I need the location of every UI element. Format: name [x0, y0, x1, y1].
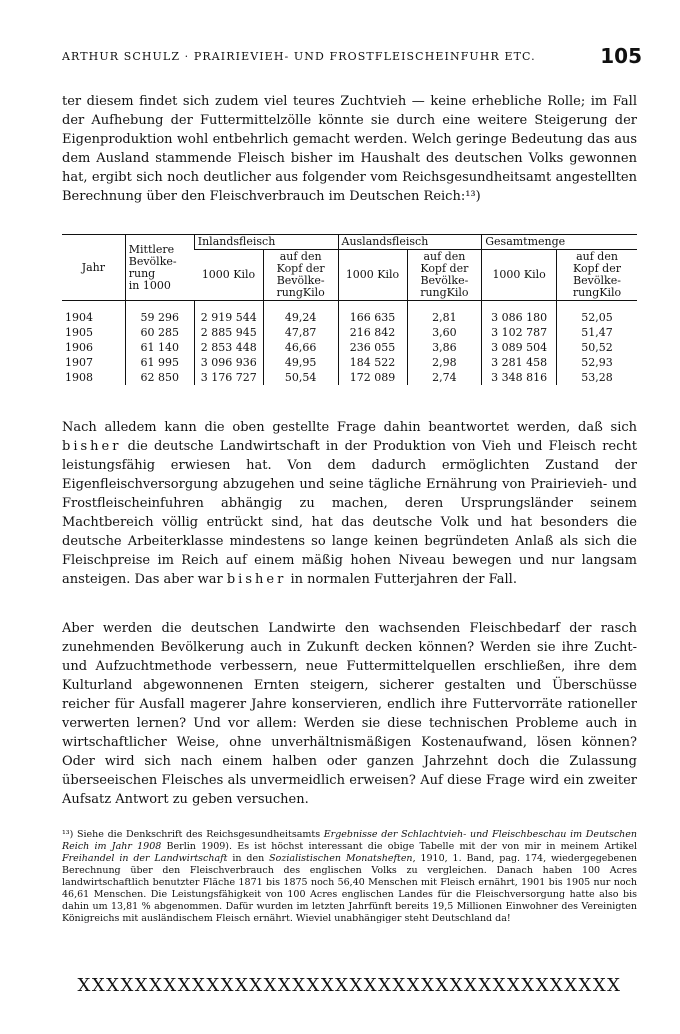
header-inland-kopf: auf den Kopf der Bevölke- rungKilo: [263, 250, 338, 301]
cell-ausland-kilo: 184 522: [338, 355, 407, 370]
cell-inland-kilo: 2 853 448: [194, 340, 263, 355]
header-population: Mittlere Bevölke- rung in 1000: [125, 235, 194, 301]
cell-gesamt-kopf: 53,28: [557, 370, 638, 385]
meat-consumption-table: [62, 234, 637, 385]
header-group-gesamt: Gesamtmenge: [482, 235, 637, 250]
cell-gesamt-kilo: 3 089 504: [482, 340, 557, 355]
header-ausland-kilo: 1000 Kilo: [338, 250, 407, 301]
cell-inland-kilo: 3 096 936: [194, 355, 263, 370]
table-row: [62, 301, 637, 326]
cell-inland-kopf: 46,66: [263, 340, 338, 355]
paragraph-questions: Aber werden die deutschen Landwirte den wachsenden Fleischbedarf der rasch zunehmenden Bevölkerung auch in Zukunft decken können? Werden sie ihre Zucht- und Aufzuchtmethode verbessern, neue Futtermittelquellen erschließen, ihre dem Kulturland abgewonnenen Ernten steigern, sicherer gestalten und Überschüsse reicher für Ausfall magerer Jahre konservieren, endlich ihre Futtervorräte rationeller verwerten lernen? Und vor allem: Werden sie diese technischen Probleme auch in wirtschaftlicher Weise, ohne unverhältnismäßigen Kostenaufwand, lösen können? Oder wird sich nach einem halben oder ganzen Jahrzehnt doch die Zulassung überseeischen Fleisches als unvermeidlich erweisen? Auf diese Frage wird ein zweiter Aufsatz Antwort zu geben versuchen.: [62, 621, 637, 807]
table-row: [62, 355, 637, 370]
cell-year: 1907: [65, 356, 93, 369]
running-title: ARTHUR SCHULZ · PRAIRIEVIEH- UND FROSTFLEISCHEINFUHR ETC.: [62, 50, 536, 63]
cell-inland-kopf: 47,87: [263, 325, 338, 340]
cell-gesamt-kopf: 52,93: [557, 355, 638, 370]
table-row: [62, 325, 637, 340]
header-group-inland: Inlandsfleisch: [194, 235, 338, 250]
paragraph-intro: ter diesem findet sich zudem viel teures Zuchtvieh — keine erhebliche Rolle; im Fall der Aufhebung der Futtermittelzölle könnte sie durch eine weitere Steigerung der Eigenproduktion wohl entbehrlich gemacht werden. Welch geringe Bedeutung das aus dem Ausland stammende Fleisch bisher im Haushalt des deutschen Volks gewonnen hat, ergibt sich noch deutlicher aus folgender vom Reichsgesundheitsamt angestellten Berechnung über den Fleischverbrauch im Deutschen Reich:¹³): [62, 94, 637, 204]
cell-inland-kopf: 49,95: [263, 355, 338, 370]
header-gesamt-kopf: auf den Kopf der Bevölke- rungKilo: [557, 250, 638, 301]
footnote-marker: ¹³): [62, 829, 74, 840]
header-ausland-kopf: auf den Kopf der Bevölke- rungKilo: [407, 250, 482, 301]
cell-ausland-kilo: 172 089: [338, 370, 407, 385]
header-group-ausland: Auslandsfleisch: [338, 235, 482, 250]
footnote-13: ¹³) Siehe die Denkschrift des Reichsgesundheitsamts Ergebnisse der Schlachtvieh- und Fleischbeschau im Deutschen Reich im Jahr 1908 Berlin 1909). Es ist höchst interessant die obige Tabelle mit der von mir in meinem Artikel Freihandel in der Landwirtschaft in den Sozialistischen Monatsheften, 1910, 1. Band, pag. 174, wiedergegebenen Berechnung über den Fleischverbrauch des englischen Volks zu vergleichen. Danach haben 100 Acres landwirtschaftlich benutzter Fläche 1871 bis 1875 noch 56,40 Menschen mit Fleisch ernährt, 1901 bis 1905 nur noch 46,61 Menschen. Die Leistungsfähigkeit von 100 Acres englischen Landes für die Fleischversorgung hatte also bis dahin um 13,81 % abgenommen. Dafür wurden im letzten Jahrfünft bereits 19,5 Millionen Einwohner des Vereinigten Königreichs mit ausländischem Fleisch ernährt. Wieviel unabhängiger steht Deutschland da!: [62, 829, 637, 924]
header-gesamt-kilo: 1000 Kilo: [482, 250, 557, 301]
cell-population: 62 850: [125, 370, 194, 385]
emphasis-bisher: bisher: [226, 572, 287, 587]
cell-population: 61 140: [125, 340, 194, 355]
cell-year: 1904: [65, 311, 93, 324]
cell-inland-kilo: 2 919 544: [194, 301, 263, 326]
cell-population: 60 285: [125, 325, 194, 340]
cell-population: 61 995: [125, 355, 194, 370]
cell-ausland-kilo: 216 842: [338, 325, 407, 340]
cell-ausland-kilo: 236 055: [338, 340, 407, 355]
running-header: [62, 44, 642, 70]
table-row: [62, 340, 637, 355]
cell-year: 1905: [65, 326, 93, 339]
cell-ausland-kopf: 2,98: [407, 355, 482, 370]
cell-ausland-kopf: 3,60: [407, 325, 482, 340]
cell-ausland-kopf: 2,81: [407, 301, 482, 326]
decorative-rule: XXXXXXXXXXXXXXXXXXXXXXXXXXXXXXXXXXXXXX: [77, 975, 622, 996]
cell-gesamt-kopf: 51,47: [557, 325, 638, 340]
cell-year: 1908: [65, 371, 93, 384]
cell-inland-kopf: 49,24: [263, 301, 338, 326]
cell-gesamt-kopf: 52,05: [557, 301, 638, 326]
cell-inland-kopf: 50,54: [263, 370, 338, 385]
page-number: 105: [600, 44, 642, 68]
header-inland-kilo: 1000 Kilo: [194, 250, 263, 301]
cell-ausland-kopf: 2,74: [407, 370, 482, 385]
table-row: [62, 370, 637, 385]
emphasis-bisher: bisher: [62, 439, 122, 454]
cell-gesamt-kopf: 50,52: [557, 340, 638, 355]
cell-gesamt-kilo: 3 086 180: [482, 301, 557, 326]
cell-gesamt-kilo: 3 102 787: [482, 325, 557, 340]
paragraph-conclusion: Nach alledem kann die oben gestellte Frage dahin beantwortet werden, daß sich bisher die deutsche Landwirtschaft in der Produktion von Vieh und Fleisch recht leistungsfähig erwiesen hat. Von dem dadurch ermöglichten Zustand der Eigenfleischversorgung abzugehen und seine tägliche Ernährung von Prairievieh- und Frostfleischeinfuhren abhängig zu machen, deren Ursprungsländer seinem Machtbereich völlig entrückt sind, hat das deutsche Volk und hat besonders die deutsche Arbeiterklasse mindestens so lange keinen begründeten Anlaß als sich die Fleischpreise im Reich auf einem mäßig hohen Niveau bewegen und nur langsam ansteigen. Das aber war bisher in normalen Futterjahren der Fall.: [62, 420, 637, 587]
cell-gesamt-kilo: 3 348 816: [482, 370, 557, 385]
cell-ausland-kopf: 3,86: [407, 340, 482, 355]
cell-gesamt-kilo: 3 281 458: [482, 355, 557, 370]
header-year: Jahr: [62, 235, 125, 301]
cell-inland-kilo: 3 176 727: [194, 370, 263, 385]
cell-ausland-kilo: 166 635: [338, 301, 407, 326]
cell-inland-kilo: 2 885 945: [194, 325, 263, 340]
cell-year: 1906: [65, 341, 93, 354]
cell-population: 59 296: [125, 301, 194, 326]
